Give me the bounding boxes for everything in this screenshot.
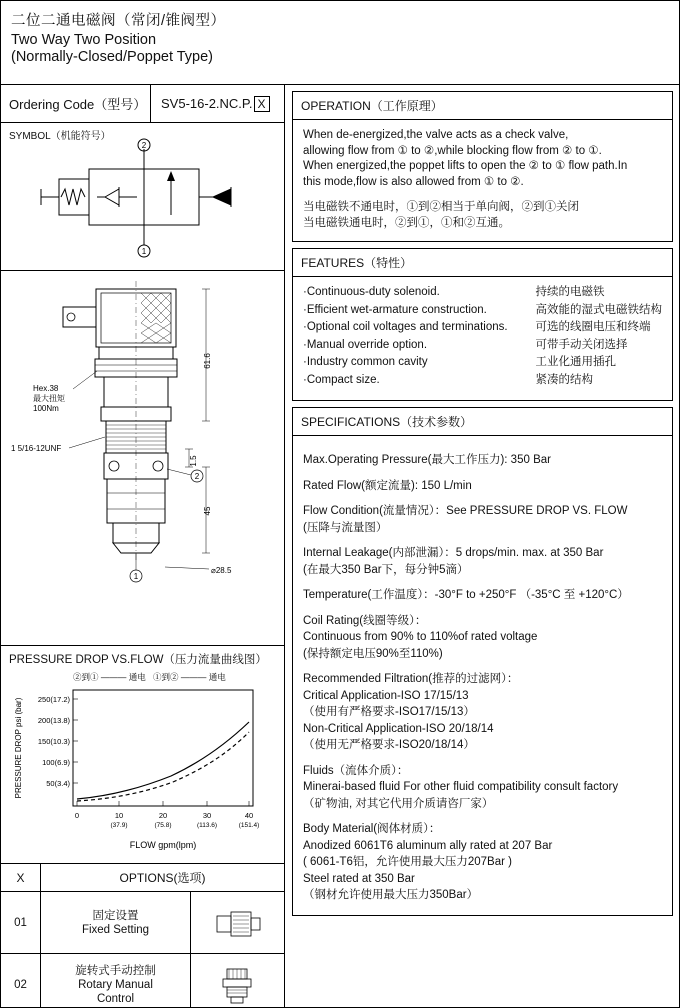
features-body	[293, 277, 672, 400]
feature-en-6: ·Compact size.	[303, 373, 380, 386]
specifications-panel	[292, 407, 673, 916]
options-col-title: OPTIONS(选项)	[119, 871, 206, 885]
left-column	[1, 85, 285, 1008]
specifications-body	[293, 436, 672, 915]
spec-filtration-line4: Non-Critical Application-ISO 20/18/14	[303, 722, 494, 735]
chart-series-dashed	[77, 732, 249, 801]
option-image-01	[191, 892, 284, 953]
cartridge-drawing	[1, 271, 285, 645]
spec-flow-condition-line2: (压降与流量图）	[303, 521, 388, 534]
svg-text:30: 30	[202, 811, 212, 820]
specifications-heading: SPECIFICATIONS（技术参数）	[293, 408, 672, 436]
ordering-code-value	[151, 96, 270, 112]
pressure-drop-chart	[1, 666, 285, 862]
spec-item-internal-leakage	[303, 546, 662, 578]
feature-en-2: ·Efficient wet-armature construction.	[303, 303, 487, 316]
diameter-label: ⌀28.5	[211, 566, 232, 575]
feature-en-5: ·Industry common cavity	[303, 356, 428, 368]
chart-xlabel: FLOW gpm(lpm)	[129, 840, 197, 850]
chart-title: PRESSURE DROP VS.FLOW（压力流量曲线图）	[9, 654, 267, 666]
title-en-line2: (Normally-Closed/Poppet Type)	[11, 49, 214, 65]
ordering-code-option-box: X	[254, 96, 270, 112]
feature-cn-3: 可选的线圈电压和终端	[535, 321, 651, 333]
spec-item-flow-condition	[303, 504, 662, 536]
ordering-code-row	[1, 85, 284, 123]
svg-text:50(3.4): 50(3.4)	[46, 779, 70, 788]
svg-text:100(6.9): 100(6.9)	[42, 758, 70, 767]
feature-cn-2: 高效能的湿式电磁铁结构	[535, 303, 662, 316]
page-header	[1, 1, 679, 85]
feature-en-4: ·Manual override option.	[303, 338, 428, 351]
spec-fluids-line3: （矿物油, 对其它代用介质请咨厂家）	[303, 797, 494, 810]
thread-label: 1 5/16-12UNF	[11, 444, 62, 453]
option-desc-02-en: Rotary Manual	[78, 979, 153, 991]
option-image-02	[191, 954, 284, 1008]
spec-item-rated-flow	[303, 479, 662, 495]
svg-text:250(17.2): 250(17.2)	[37, 695, 70, 704]
options-table-header	[1, 864, 284, 892]
operation-cn-line-1: 当电磁铁不通电时，①到②相当于单向阀，②到①关闭	[303, 201, 579, 213]
option-desc-02-en2: Control	[96, 993, 135, 1005]
svg-text:2: 2	[141, 141, 147, 150]
spec-leakage-line1: Internal Leakage(内部泄漏）：5 drops/min. max. at 350 Bar	[303, 547, 604, 559]
chart-series-solid	[77, 722, 249, 799]
spec-temperature-line: Temperature(工作温度）：-30°F to +250°F （-35°C 至 +120°C）	[303, 589, 629, 601]
spec-item-temperature	[303, 588, 662, 604]
options-col-x: X	[1, 864, 41, 891]
operation-en-line-1: When de-energized,the valve acts as a check valve,	[303, 129, 569, 141]
title-en-line1: Two Way Two Position	[11, 32, 157, 48]
spec-body-line2: Anodized 6061T6 aluminum ally rated at 207 Bar	[303, 839, 553, 852]
operation-english	[303, 128, 662, 190]
hex-torque-cn: 最大扭矩	[33, 394, 65, 403]
operation-panel	[292, 91, 673, 242]
spec-item-fluids	[303, 764, 662, 813]
spec-leakage-line2: (在最大350 Bar下，每分钟5滴）	[303, 563, 469, 576]
operation-cn-line-2: 当电磁铁通电时，②到①，①和②互通。	[303, 216, 510, 229]
svg-text:150(10.3): 150(10.3)	[37, 737, 70, 746]
feature-cn-1: 持续的电磁铁	[535, 286, 605, 298]
svg-text:10: 10	[114, 811, 124, 820]
feature-cn-4: 可带手动关闭选择	[535, 338, 628, 351]
option-desc-01	[41, 892, 191, 953]
svg-text:(151.4): (151.4)	[238, 822, 260, 829]
spec-coil-line1: Coil Rating(线圈等级）：	[303, 614, 427, 627]
feature-cn-5: 工业化通用插孔	[535, 356, 616, 368]
svg-text:(75.8): (75.8)	[154, 822, 172, 829]
spec-item-filtration	[303, 672, 662, 754]
operation-en-line-3: When energized,the poppet lifts to open the ② to ① flow path.In	[303, 160, 628, 172]
title-cn: 二位二通电磁阀（常闭/锥阀型）	[11, 13, 226, 29]
feature-en-1: ·Continuous-duty solenoid.	[303, 286, 440, 298]
spec-coil-line3: (保持额定电压90%至110%)	[303, 647, 443, 660]
chart-legend-2: ①到② ——— 通电	[153, 672, 226, 682]
features-heading: FEATURES（特性）	[293, 249, 672, 277]
spec-coil-line2: Continuous from 90% to 110%of rated voltage	[303, 631, 538, 643]
spec-flow-condition-line1: Flow Condition(流量情况）：See PRESSURE DROP VS. FLOW	[303, 505, 628, 517]
option-desc-02	[41, 954, 191, 1008]
spec-filtration-line2: Critical Application-ISO 17/15/13	[303, 689, 469, 702]
feature-cn-6: 紧凑的结构	[535, 373, 593, 386]
svg-text:(113.6): (113.6)	[196, 822, 218, 829]
svg-text:1: 1	[141, 247, 147, 256]
spec-body-line3: ( 6061-T6铝，允许使用最大压力207Bar )	[303, 856, 512, 868]
spec-max-pressure-line: Max.Operating Pressure(最大工作压力): 350 Bar	[303, 454, 551, 466]
spec-item-max-pressure	[303, 453, 662, 469]
svg-text:(37.9): (37.9)	[110, 822, 128, 829]
option-desc-01-en: Fixed Setting	[81, 923, 150, 936]
option-desc-02-cn: 旋转式手动控制	[75, 965, 156, 977]
operation-en-line-4: this mode,flow is also allowed from ① to ②.	[303, 175, 524, 188]
spec-filtration-line3: （使用有严格要求-ISO17/15/13）	[303, 706, 475, 718]
spec-rated-flow-line: Rated Flow(额定流量): 150 L/min	[303, 479, 472, 492]
right-column	[286, 85, 679, 1008]
feature-en-3: ·Optional coil voltages and terminations.	[303, 321, 508, 333]
svg-text:200(13.8): 200(13.8)	[37, 716, 70, 725]
features-panel	[292, 248, 673, 401]
operation-heading: OPERATION（工作原理）	[293, 92, 672, 120]
cartridge-drawing-section	[1, 271, 284, 646]
spec-body-line4: Steel rated at 350 Bar	[303, 872, 415, 885]
symbol-title: SYMBOL（机能符号）	[9, 131, 111, 142]
svg-text:0: 0	[74, 811, 80, 820]
hex-torque-value: 100Nm	[33, 404, 59, 413]
spec-fluids-line2: Minerai-based fluid For other fluid compatibility consult factory	[303, 781, 619, 793]
svg-text:61.6: 61.6	[203, 353, 212, 369]
spec-filtration-line1: Recommended Filtration(推荐的过滤网）：	[303, 673, 519, 685]
operation-en-line-2: allowing flow from ① to ②,while blocking flow from ② to ①.	[303, 144, 602, 157]
svg-text:2: 2	[194, 472, 200, 481]
operation-chinese	[303, 200, 662, 231]
svg-text:20: 20	[158, 811, 168, 820]
spec-body-line5: （钢材允许使用最大压力350Bar）	[303, 889, 479, 901]
spec-item-body-material	[303, 822, 662, 904]
spec-filtration-line5: （使用无严格要求-ISO20/18/14）	[303, 739, 475, 751]
spec-item-coil-rating	[303, 614, 662, 663]
spec-body-line1: Body Material(阀体材质）：	[303, 823, 441, 835]
ordering-code-label: Ordering Code（型号）	[1, 85, 151, 122]
features-english	[303, 285, 508, 390]
spec-fluids-line1: Fluids（流体介质）：	[303, 764, 409, 777]
svg-text:40: 40	[244, 811, 254, 820]
svg-text:1.5: 1.5	[189, 455, 198, 467]
ordering-code-main: SV5-16-2.NC.P.	[161, 96, 253, 111]
hydraulic-symbol-diagram	[1, 137, 285, 267]
options-row-02[interactable]	[1, 954, 284, 1008]
features-chinese	[536, 285, 663, 390]
symbol-section	[1, 123, 284, 271]
option-desc-01-cn: 固定设置	[92, 909, 139, 922]
option-code-01: 01	[1, 892, 41, 953]
svg-text:45: 45	[203, 506, 212, 516]
hex-label: Hex.38	[33, 384, 59, 393]
chart-legend-1: ②到① ——— 通电	[73, 672, 146, 682]
operation-body	[293, 120, 672, 241]
pressure-drop-chart-section	[1, 646, 284, 864]
chart-ylabel: PRESSURE DROP psi (bar)	[14, 697, 23, 799]
svg-text:1: 1	[133, 572, 139, 581]
options-row-01[interactable]	[1, 892, 284, 954]
option-code-02: 02	[1, 954, 41, 1008]
